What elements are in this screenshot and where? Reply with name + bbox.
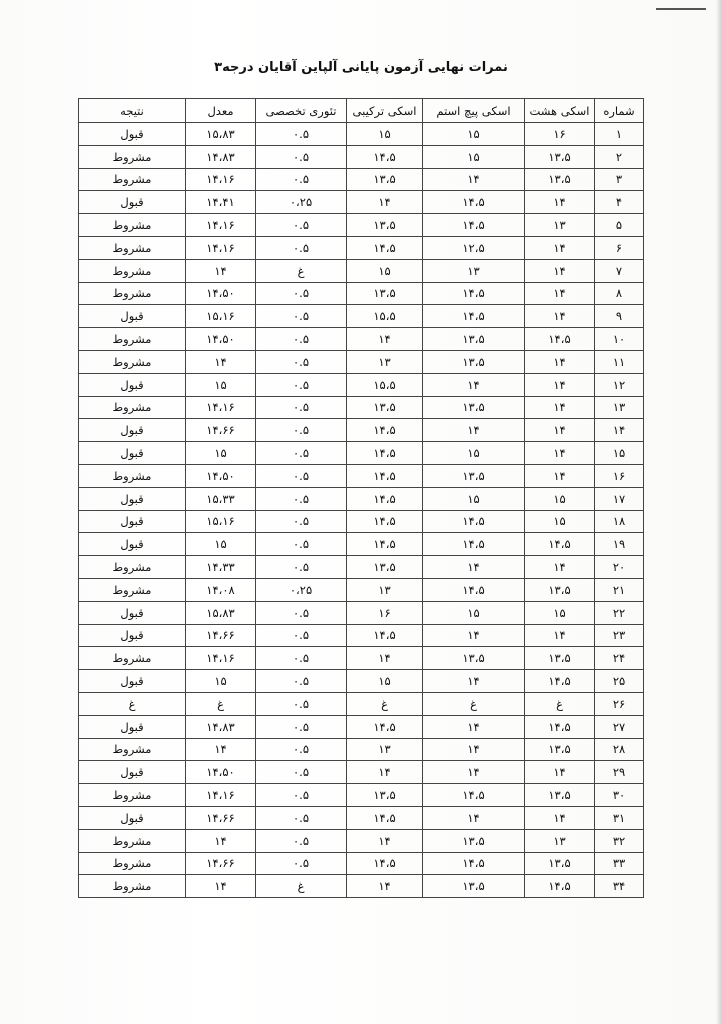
theory-cell: غ [256,875,347,898]
table-row [79,806,644,829]
stem-turn-cell: ۱۴ [423,624,525,647]
table-row [79,464,644,487]
result-cell: مشروط [79,328,186,351]
combined-cell: ۱۴،۵ [347,624,423,647]
stem-turn-cell: ۱۵ [423,601,525,624]
table-row [79,692,644,715]
stem-turn-cell: ۱۴،۵ [423,510,525,533]
result-cell: مشروط [79,578,186,601]
stem-turn-cell: ۱۳،۵ [423,396,525,419]
result-cell: مشروط [79,396,186,419]
average-cell: ۱۴،۵۰ [186,464,256,487]
stem-turn-cell: ۱۵ [423,123,525,146]
table-row [79,784,644,807]
result-cell: قبول [79,601,186,624]
combined-cell: ۱۴ [347,829,423,852]
theory-cell: ۰.۵ [256,692,347,715]
result-cell: مشروط [79,464,186,487]
result-cell: قبول [79,191,186,214]
average-cell: ۱۴ [186,350,256,373]
combined-cell: ۱۵،۵ [347,373,423,396]
result-cell: مشروط [79,259,186,282]
combined-cell: ۱۴ [347,328,423,351]
stem-turn-cell: ۱۴،۵ [423,852,525,875]
figure-eight-cell: ۱۵ [525,510,595,533]
theory-cell: ۰.۵ [256,419,347,442]
stem-turn-cell: ۱۴،۵ [423,578,525,601]
combined-cell: ۱۴،۵ [347,533,423,556]
table-row [79,236,644,259]
header-number: شماره [595,99,644,123]
row-number-cell: ۲ [595,145,644,168]
row-number-cell: ۱۵ [595,442,644,465]
average-cell: ۱۴،۱۶ [186,168,256,191]
combined-cell: ۱۴،۵ [347,852,423,875]
combined-cell: ۱۴،۵ [347,715,423,738]
result-cell: قبول [79,510,186,533]
header-figure-eight-ski: اسکی هشت [525,99,595,123]
stem-turn-cell: ۱۴،۵ [423,214,525,237]
stem-turn-cell: ۱۳،۵ [423,829,525,852]
stem-turn-cell: ۱۳،۵ [423,464,525,487]
average-cell: ۱۴،۸۳ [186,715,256,738]
combined-cell: ۱۴،۵ [347,487,423,510]
row-number-cell: ۳۴ [595,875,644,898]
result-cell: قبول [79,715,186,738]
result-cell: قبول [79,533,186,556]
table-row [79,145,644,168]
combined-cell: ۱۴،۵ [347,806,423,829]
row-number-cell: ۳۳ [595,852,644,875]
table-row [79,305,644,328]
theory-cell: ۰.۵ [256,624,347,647]
stem-turn-cell: ۱۲،۵ [423,236,525,259]
table-row [79,738,644,761]
row-number-cell: ۲۳ [595,624,644,647]
theory-cell: ۰.۵ [256,670,347,693]
figure-eight-cell: ۱۴ [525,282,595,305]
figure-eight-cell: ۱۴ [525,396,595,419]
theory-cell: ۰،۲۵ [256,578,347,601]
result-cell: مشروط [79,647,186,670]
figure-eight-cell: ۱۴،۵ [525,670,595,693]
stem-turn-cell: ۱۴،۵ [423,533,525,556]
average-cell: ۱۵،۱۶ [186,305,256,328]
combined-cell: ۱۴ [347,191,423,214]
figure-eight-cell: ۱۴ [525,305,595,328]
average-cell: ۱۴،۵۰ [186,282,256,305]
row-number-cell: ۱۶ [595,464,644,487]
average-cell: ۱۵ [186,373,256,396]
figure-eight-cell: ۱۴ [525,191,595,214]
average-cell: ۱۴،۴۱ [186,191,256,214]
figure-eight-cell: ۱۴ [525,419,595,442]
average-cell: ۱۴ [186,259,256,282]
table-row [79,487,644,510]
row-number-cell: ۱۴ [595,419,644,442]
header-result: نتیجه [79,99,186,123]
theory-cell: ۰.۵ [256,510,347,533]
table-row [79,373,644,396]
stem-turn-cell: ۱۵ [423,487,525,510]
theory-cell: ۰.۵ [256,442,347,465]
figure-eight-cell: ۱۳،۵ [525,852,595,875]
stem-turn-cell: ۱۴ [423,738,525,761]
table-row [79,533,644,556]
average-cell: ۱۵ [186,442,256,465]
average-cell: ۱۴،۱۶ [186,214,256,237]
result-cell: قبول [79,761,186,784]
result-cell: مشروط [79,145,186,168]
stem-turn-cell: ۱۵ [423,442,525,465]
average-cell: ۱۵،۳۳ [186,487,256,510]
combined-cell: ۱۵ [347,259,423,282]
average-cell: غ [186,692,256,715]
theory-cell: ۰.۵ [256,350,347,373]
row-number-cell: ۲۴ [595,647,644,670]
row-number-cell: ۲۱ [595,578,644,601]
figure-eight-cell: ۱۴ [525,442,595,465]
average-cell: ۱۴ [186,738,256,761]
row-number-cell: ۱ [595,123,644,146]
average-cell: ۱۴،۶۶ [186,806,256,829]
average-cell: ۱۴،۳۳ [186,556,256,579]
table-row [79,328,644,351]
table-row [79,123,644,146]
figure-eight-cell: ۱۳،۵ [525,578,595,601]
result-cell: مشروط [79,282,186,305]
figure-eight-cell: ۱۳،۵ [525,784,595,807]
result-cell: مشروط [79,829,186,852]
figure-eight-cell: ۱۴،۵ [525,875,595,898]
result-cell: قبول [79,487,186,510]
stem-turn-cell: ۱۴،۵ [423,282,525,305]
row-number-cell: ۱۷ [595,487,644,510]
figure-eight-cell: ۱۴،۵ [525,715,595,738]
combined-cell: ۱۳،۵ [347,214,423,237]
combined-cell: ۱۴،۵ [347,419,423,442]
theory-cell: ۰.۵ [256,556,347,579]
stem-turn-cell: ۱۴ [423,556,525,579]
theory-cell: ۰،۲۵ [256,191,347,214]
row-number-cell: ۲۶ [595,692,644,715]
combined-cell: ۱۴،۵ [347,236,423,259]
combined-cell: ۱۳،۵ [347,556,423,579]
table-row [79,601,644,624]
combined-cell: ۱۴ [347,761,423,784]
average-cell: ۱۴،۱۶ [186,784,256,807]
result-cell: غ [79,692,186,715]
table-row [79,350,644,373]
theory-cell: ۰.۵ [256,123,347,146]
result-cell: مشروط [79,350,186,373]
row-number-cell: ۶ [595,236,644,259]
row-number-cell: ۲۹ [595,761,644,784]
combined-cell: ۱۳ [347,578,423,601]
stem-turn-cell: ۱۴ [423,168,525,191]
table-row [79,168,644,191]
combined-cell: ۱۳،۵ [347,396,423,419]
row-number-cell: ۴ [595,191,644,214]
combined-cell: ۱۴،۵ [347,442,423,465]
row-number-cell: ۸ [595,282,644,305]
row-number-cell: ۳ [595,168,644,191]
average-cell: ۱۴،۶۶ [186,624,256,647]
table-row [79,419,644,442]
combined-cell: ۱۳ [347,350,423,373]
figure-eight-cell: ۱۴،۵ [525,328,595,351]
figure-eight-cell: ۱۴ [525,761,595,784]
row-number-cell: ۳۰ [595,784,644,807]
row-number-cell: ۱۲ [595,373,644,396]
figure-eight-cell: ۱۳ [525,214,595,237]
average-cell: ۱۴ [186,875,256,898]
stem-turn-cell: ۱۳ [423,259,525,282]
average-cell: ۱۴،۸۳ [186,145,256,168]
stem-turn-cell: ۱۴ [423,715,525,738]
result-cell: مشروط [79,738,186,761]
theory-cell: ۰.۵ [256,852,347,875]
theory-cell: ۰.۵ [256,761,347,784]
stem-turn-cell: ۱۴،۵ [423,305,525,328]
stem-turn-cell: ۱۴،۵ [423,191,525,214]
average-cell: ۱۴،۶۶ [186,419,256,442]
row-number-cell: ۱۰ [595,328,644,351]
result-cell: مشروط [79,214,186,237]
table-row [79,852,644,875]
theory-cell: ۰.۵ [256,464,347,487]
table-row [79,214,644,237]
average-cell: ۱۵،۸۳ [186,601,256,624]
table-row [79,624,644,647]
stem-turn-cell: ۱۳،۵ [423,350,525,373]
stem-turn-cell: ۱۴،۵ [423,784,525,807]
table-row [79,442,644,465]
scan-edge-shadow [716,0,722,1024]
result-cell: قبول [79,123,186,146]
theory-cell: ۰.۵ [256,715,347,738]
row-number-cell: ۳۱ [595,806,644,829]
figure-eight-cell: ۱۳ [525,829,595,852]
theory-cell: ۰.۵ [256,305,347,328]
stem-turn-cell: ۱۴ [423,761,525,784]
row-number-cell: ۲۰ [595,556,644,579]
theory-cell: ۰.۵ [256,647,347,670]
combined-cell: ۱۴،۵ [347,510,423,533]
figure-eight-cell: ۱۳،۵ [525,647,595,670]
theory-cell: ۰.۵ [256,328,347,351]
table-row [79,715,644,738]
figure-eight-cell: غ [525,692,595,715]
result-cell: مشروط [79,236,186,259]
theory-cell: ۰.۵ [256,168,347,191]
figure-eight-cell: ۱۳،۵ [525,168,595,191]
header-theory: تئوری تخصصی [256,99,347,123]
table-row [79,282,644,305]
figure-eight-cell: ۱۵ [525,487,595,510]
figure-eight-cell: ۱۴ [525,373,595,396]
theory-cell: ۰.۵ [256,784,347,807]
table-row [79,396,644,419]
average-cell: ۱۴،۱۶ [186,396,256,419]
figure-eight-cell: ۱۴ [525,556,595,579]
table-row [79,875,644,898]
average-cell: ۱۵ [186,670,256,693]
table-row [79,761,644,784]
stem-turn-cell: ۱۳،۵ [423,328,525,351]
theory-cell: ۰.۵ [256,738,347,761]
average-cell: ۱۴،۰۸ [186,578,256,601]
theory-cell: ۰.۵ [256,214,347,237]
average-cell: ۱۵،۸۳ [186,123,256,146]
combined-cell: ۱۳،۵ [347,784,423,807]
average-cell: ۱۴،۱۶ [186,647,256,670]
average-cell: ۱۴،۶۶ [186,852,256,875]
stem-turn-cell: ۱۴ [423,670,525,693]
combined-cell: ۱۳ [347,738,423,761]
result-cell: مشروط [79,556,186,579]
table-row [79,556,644,579]
result-cell: قبول [79,670,186,693]
theory-cell: ۰.۵ [256,396,347,419]
figure-eight-cell: ۱۴ [525,259,595,282]
row-number-cell: ۷ [595,259,644,282]
header-stem-turn-ski: اسکی پیچ استم [423,99,525,123]
corner-scan-mark [656,8,706,10]
table-row [79,259,644,282]
figure-eight-cell: ۱۴ [525,236,595,259]
row-number-cell: ۱۳ [595,396,644,419]
average-cell: ۱۴،۱۶ [186,236,256,259]
header-average: معدل [186,99,256,123]
figure-eight-cell: ۱۴ [525,624,595,647]
result-cell: قبول [79,442,186,465]
combined-cell: ۱۶ [347,601,423,624]
row-number-cell: ۳۲ [595,829,644,852]
stem-turn-cell: ۱۳،۵ [423,647,525,670]
row-number-cell: ۱۸ [595,510,644,533]
figure-eight-cell: ۱۴ [525,350,595,373]
theory-cell: ۰.۵ [256,145,347,168]
combined-cell: ۱۵،۵ [347,305,423,328]
table-row [79,191,644,214]
theory-cell: ۰.۵ [256,806,347,829]
theory-cell: ۰.۵ [256,236,347,259]
combined-cell: ۱۴ [347,875,423,898]
result-cell: مشروط [79,168,186,191]
row-number-cell: ۱۱ [595,350,644,373]
average-cell: ۱۵،۱۶ [186,510,256,533]
stem-turn-cell: ۱۴ [423,806,525,829]
figure-eight-cell: ۱۴،۵ [525,533,595,556]
table-row [79,670,644,693]
figure-eight-cell: ۱۴ [525,464,595,487]
result-cell: قبول [79,373,186,396]
row-number-cell: ۹ [595,305,644,328]
row-number-cell: ۲۵ [595,670,644,693]
combined-cell: غ [347,692,423,715]
table-row [79,510,644,533]
figure-eight-cell: ۱۵ [525,601,595,624]
figure-eight-cell: ۱۳،۵ [525,145,595,168]
figure-eight-cell: ۱۳،۵ [525,738,595,761]
theory-cell: ۰.۵ [256,829,347,852]
stem-turn-cell: ۱۳،۵ [423,875,525,898]
header-combined-ski: اسکی ترکیبی [347,99,423,123]
table-row [79,578,644,601]
result-cell: قبول [79,806,186,829]
theory-cell: غ [256,259,347,282]
combined-cell: ۱۵ [347,123,423,146]
theory-cell: ۰.۵ [256,282,347,305]
table-row [79,647,644,670]
row-number-cell: ۲۸ [595,738,644,761]
document-title: نمرات نهایی آزمون پایانی آلپاین آقایان درجه۳ [214,60,508,75]
row-number-cell: ۱۹ [595,533,644,556]
average-cell: ۱۴،۵۰ [186,328,256,351]
table-body [79,123,644,898]
figure-eight-cell: ۱۴ [525,806,595,829]
result-cell: قبول [79,419,186,442]
stem-turn-cell: ۱۴ [423,373,525,396]
combined-cell: ۱۴،۵ [347,464,423,487]
average-cell: ۱۴ [186,829,256,852]
combined-cell: ۱۵ [347,670,423,693]
result-cell: قبول [79,624,186,647]
stem-turn-cell: ۱۴ [423,419,525,442]
combined-cell: ۱۳،۵ [347,168,423,191]
row-number-cell: ۵ [595,214,644,237]
figure-eight-cell: ۱۶ [525,123,595,146]
theory-cell: ۰.۵ [256,533,347,556]
row-number-cell: ۲۲ [595,601,644,624]
result-cell: قبول [79,305,186,328]
theory-cell: ۰.۵ [256,373,347,396]
combined-cell: ۱۴ [347,647,423,670]
table-header-row [79,99,644,123]
combined-cell: ۱۴،۵ [347,145,423,168]
theory-cell: ۰.۵ [256,487,347,510]
average-cell: ۱۵ [186,533,256,556]
stem-turn-cell: غ [423,692,525,715]
result-cell: مشروط [79,784,186,807]
average-cell: ۱۴،۵۰ [186,761,256,784]
grades-table [78,98,644,898]
table-row [79,829,644,852]
result-cell: مشروط [79,875,186,898]
combined-cell: ۱۳،۵ [347,282,423,305]
row-number-cell: ۲۷ [595,715,644,738]
theory-cell: ۰.۵ [256,601,347,624]
stem-turn-cell: ۱۵ [423,145,525,168]
result-cell: مشروط [79,852,186,875]
